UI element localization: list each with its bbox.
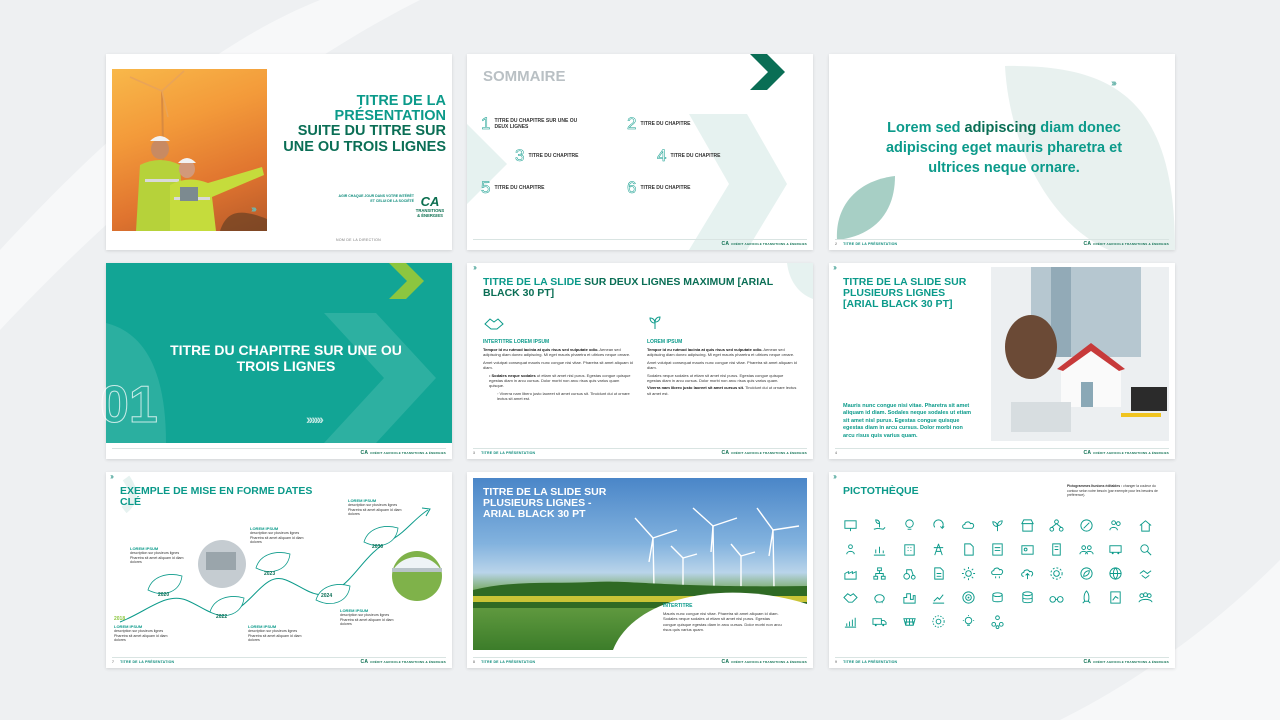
- footer-logo: CA CRÉDIT AGRICOLE TRANSITIONS & ÉNERGIES: [360, 449, 446, 456]
- slide-footer: 4 CA CRÉDIT AGRICOLE TRANSITIONS & ÉNERGIES: [835, 449, 1169, 456]
- slide-title-text: TITRE DE LA SLIDE SUR PLUSIEURS LIGNES [ARIAL BLACK 30 PT]: [843, 276, 967, 311]
- slide-title-text: EXEMPLE DE MISE EN FORME DATES CLÉ: [120, 485, 313, 509]
- body-text: Mauris nunc congue nisi vitae. Pharetra sit amet aliquam id diam. Sodales neque sodales ut etiam sit amet nisl purus. Egestas congue quisque egestas diam in arcu cursus. Dolor morbi non arcu risus quis varius quam.: [843, 403, 972, 439]
- group-icon[interactable]: [1136, 588, 1154, 606]
- slide-sommaire[interactable]: [467, 54, 813, 250]
- pictogram-note: Pictogrammes Itunions éditables : changer la couleur du contour selon votre besoin (par exemple pour les besoins de préférence).: [1067, 484, 1158, 498]
- network-icon[interactable]: [1048, 516, 1066, 534]
- pylon-icon[interactable]: [930, 540, 948, 558]
- chapter-title: TITRE DU CHAPITRE SUR UNE OU TROIS LIGNES: [170, 342, 402, 375]
- factory-icon[interactable]: [841, 564, 859, 582]
- slide-footer: 7 TITRE DE LA PRÉSENTATION CA CRÉDIT AGRICOLE TRANSITIONS & ÉNERGIES: [112, 658, 446, 665]
- store-icon[interactable]: [1018, 516, 1036, 534]
- footer-logo: CA CRÉDIT AGRICOLE TRANSITIONS & ÉNERGIES: [1083, 449, 1169, 456]
- slide-title-text: TITRE DE LA SLIDE SUR PLUSIEURS LIGNES - ARIAL BLACK 30 PT: [483, 486, 607, 521]
- handshake-icon[interactable]: [841, 588, 859, 606]
- chevrons-icon: ›››: [833, 263, 835, 272]
- chevrons-icon: ›››: [251, 204, 255, 215]
- house-icon[interactable]: [1136, 516, 1154, 534]
- footer-logo: CA CRÉDIT AGRICOLE TRANSITIONS & ÉNERGIES: [1083, 240, 1169, 247]
- city-icon[interactable]: [900, 588, 918, 606]
- house-model-photo: [991, 267, 1169, 441]
- presentation-title: TITRE DE LA PRÉSENTATION SUITE DU TITRE SUR UNE OU TROIS LIGNES: [283, 93, 446, 155]
- sun-burst-icon[interactable]: [930, 612, 948, 630]
- toc-item-5[interactable]: 5 TITRE DU CHAPITRE: [481, 178, 545, 197]
- footer-logo: CA CRÉDIT AGRICOLE TRANSITIONS & ÉNERGIES: [721, 240, 807, 247]
- engineers-photo: [112, 69, 267, 231]
- piggy-bank-icon[interactable]: [871, 588, 889, 606]
- contract-icon[interactable]: [1048, 540, 1066, 558]
- people-icon[interactable]: [1107, 516, 1125, 534]
- tagline: AGIR CHAQUE JOUR DANS VOTRE INTÉRÊT ET CELUI DE LA SOCIÉTÉ: [338, 194, 414, 204]
- toc-item-2[interactable]: 2 TITRE DU CHAPITRE: [627, 114, 691, 133]
- database-icon[interactable]: [1018, 588, 1036, 606]
- truck-icon[interactable]: [871, 612, 889, 630]
- presentation-icon[interactable]: [841, 516, 859, 534]
- year-2020: 2020: [158, 592, 170, 598]
- slide-footer: 2 TITRE DE LA PRÉSENTATION CA CRÉDIT AGRICOLE TRANSITIONS & ÉNERGIES: [835, 240, 1169, 247]
- slide-chapter[interactable]: [100, 263, 452, 459]
- direction-name: NOM DE LA DIRECTION: [336, 238, 381, 242]
- checklist-icon[interactable]: [989, 540, 1007, 558]
- globe-icon[interactable]: [1107, 564, 1125, 582]
- footer-logo: CA CRÉDIT AGRICOLE TRANSITIONS & ÉNERGIES: [721, 449, 807, 456]
- footer-logo: CA CRÉDIT AGRICOLE TRANSITIONS & ÉNERGIES: [360, 658, 446, 665]
- molecules-icon[interactable]: [989, 612, 1007, 630]
- idea-icon[interactable]: [959, 612, 977, 630]
- rocket-icon[interactable]: [1077, 588, 1095, 606]
- slide-quote[interactable]: [829, 54, 1175, 250]
- bar-growth-icon[interactable]: [841, 612, 859, 630]
- leaf-circle-icon[interactable]: [1077, 564, 1095, 582]
- year-2030: 2030: [372, 544, 384, 550]
- footer-logo: CA CRÉDIT AGRICOLE TRANSITIONS & ÉNERGIES: [1083, 658, 1169, 665]
- settings-icon[interactable]: [1048, 564, 1066, 582]
- binoculars-icon[interactable]: [1048, 588, 1066, 606]
- slide-title[interactable]: [106, 54, 452, 250]
- timeline-label: LOREM IPSUM description sur plusieurs lignes Pharetra sit amet aliquam id diam dolores: [250, 526, 304, 545]
- toc-item-3[interactable]: 3 TITRE DU CHAPITRE: [515, 146, 579, 165]
- cloud-upload-icon[interactable]: [1018, 564, 1036, 582]
- cloud-icon[interactable]: [959, 516, 977, 534]
- caption-block: INTERTITRE Mauris nunc congue nisi vitae. Pharetra sit amet aliquam id diam. Sodales neque sodales ut etiam sit amet nisl purus. Egestas congue quisque egestas diam in arcu cursus. Dolor morbi non arcu risus quis varius quam.: [663, 603, 782, 633]
- lightbulb-icon[interactable]: [900, 516, 918, 534]
- tractor-icon[interactable]: [900, 564, 918, 582]
- community-icon[interactable]: [1077, 540, 1095, 558]
- chevrons-icon: ›››: [473, 263, 475, 272]
- team-icon[interactable]: [841, 540, 859, 558]
- bus-icon[interactable]: [1107, 540, 1125, 558]
- slide-two-columns[interactable]: [467, 263, 813, 459]
- slide-photo-caption[interactable]: [467, 472, 813, 668]
- chart-icon[interactable]: [871, 540, 889, 558]
- search-icon[interactable]: [1136, 540, 1154, 558]
- year-2023: 2023: [264, 571, 276, 577]
- slide-text-photo[interactable]: [829, 263, 1175, 459]
- toc-item-4[interactable]: 4 TITRE DU CHAPITRE: [657, 146, 721, 165]
- report-icon[interactable]: [1107, 588, 1125, 606]
- target-icon[interactable]: [959, 588, 977, 606]
- building-icon[interactable]: [900, 540, 918, 558]
- right-column: LOREM IPSUM Tempor id eu rutmod lacinia at quis risus sed vulputate odio. Aenean sed adipiscing diam donec adipiscing. Mi eget mauris pharetra et ultrices neque ornare. Amet volutpat consequat mauris nunc congue nisi vitae. Pharetra sit amet aliquam id diam. Sodales neque sodales ut etiam sit amet nisl purus. Egestas congue quisque egestas diam in arcu cursus. Dolor morbi non arcu risus quis varius quam. Viverra nam libero justo laoreet sit amet cursus sit. Tincidunt dui ut ornare lectus sit amet est.: [647, 315, 797, 396]
- solar-panel-icon[interactable]: [900, 612, 918, 630]
- plant-icon[interactable]: [989, 516, 1007, 534]
- plant-icon: [647, 315, 663, 331]
- rain-cloud-icon[interactable]: [989, 564, 1007, 582]
- id-card-icon[interactable]: [1018, 540, 1036, 558]
- slide-pictotheque[interactable]: [829, 472, 1175, 668]
- coins-icon[interactable]: [989, 588, 1007, 606]
- slide-footer: 8 TITRE DE LA PRÉSENTATION CA CRÉDIT AGRICOLE TRANSITIONS & ÉNERGIES: [473, 658, 807, 665]
- chapter-number: 01: [100, 376, 158, 434]
- slide-footer: [473, 239, 807, 247]
- hands-icon[interactable]: [1136, 564, 1154, 582]
- slide-footer: [112, 448, 446, 456]
- slide-timeline[interactable]: [106, 472, 452, 668]
- left-column: INTERTITRE LOREM IPSUM Tempor id eu rutmod lacinia at quis risus sed vulputate odio. Aenean sed adipiscing diam donec adipiscing. Mi eget mauris pharetra et ultrices neque ornare. Amet volutpat consequat mauris nunc congue nisi vitae. Pharetra sit amet aliquam id diam. • Sodales neque sodales ut etiam sit amet nisl purus. Egestas congue quisque egestas diam in arcu cursus. Dolor morbi non arcu risus quis varius quam quisque. ◦ Viverra nam libero justo laoreet sit amet cursus sit. Tincidunt dui ut ornare lectus sit amet est.: [483, 315, 633, 402]
- slide-title-text: PICTOTHÈQUE: [843, 485, 919, 497]
- timeline-label: LOREM IPSUM description sur plusieurs lignes Pharetra sit amet aliquam id diam dolores: [340, 608, 394, 627]
- slide-footer: 3 TITRE DE LA PRÉSENTATION CA CRÉDIT AGRICOLE TRANSITIONS & ÉNERGIES: [473, 449, 807, 456]
- year-2018: 2018: [114, 616, 126, 622]
- year-2024: 2024: [321, 593, 333, 599]
- chevrons-icon: ›››: [833, 472, 835, 481]
- toc-item-1[interactable]: 1 TITRE DU CHAPITRE SUR UNE OU DEUX LIGNES: [481, 114, 578, 133]
- timeline-label: LOREM IPSUM description sur plusieurs lignes Pharetra sit amet aliquam id diam dolores: [130, 546, 184, 565]
- toc-item-6[interactable]: 6 TITRE DU CHAPITRE: [627, 178, 691, 197]
- file-icon[interactable]: [930, 564, 948, 582]
- year-2022: 2022: [216, 614, 228, 620]
- timeline-label: LOREM IPSUM description sur plusieurs lignes Pharetra sit amet aliquam id diam dolores: [248, 624, 302, 643]
- quote-text: Lorem sed adipiscing diam donec adipiscing eget mauris pharetra et ultrices neque ornare.: [885, 120, 1123, 176]
- timeline-label: LOREM IPSUM description sur plusieurs lignes Pharetra sit amet aliquam id diam dolores: [348, 498, 402, 517]
- growth-chart-icon[interactable]: [930, 588, 948, 606]
- slide-title-text: TITRE DE LA SLIDE SUR DEUX LIGNES MAXIMUM [ARIAL BLACK 30 PT]: [483, 276, 773, 300]
- brand-logo: CA TRANSITIONS & ÉNERGIES: [415, 194, 445, 218]
- sun-icon[interactable]: [959, 564, 977, 582]
- footer-logo: CA CRÉDIT AGRICOLE TRANSITIONS & ÉNERGIES: [721, 658, 807, 665]
- document-icon[interactable]: [959, 540, 977, 558]
- percent-icon[interactable]: [1077, 516, 1095, 534]
- sommaire-title: SOMMAIRE: [483, 68, 566, 85]
- slide-footer: 9 TITRE DE LA PRÉSENTATION CA CRÉDIT AGRICOLE TRANSITIONS & ÉNERGIES: [835, 658, 1169, 665]
- chevrons-icon: ›››: [110, 472, 112, 481]
- recycle-icon[interactable]: [930, 516, 948, 534]
- pictogram-grid: [841, 516, 1166, 630]
- hand-plant-icon[interactable]: [871, 516, 889, 534]
- chevrons-icon: ››››››: [306, 411, 322, 427]
- timeline-label: LOREM IPSUM description sur plusieurs lignes Pharetra sit amet aliquam id diam dolores: [114, 624, 168, 643]
- chevrons-icon: ›››: [1111, 78, 1115, 89]
- hierarchy-icon[interactable]: [871, 564, 889, 582]
- handshake-icon: [483, 315, 505, 331]
